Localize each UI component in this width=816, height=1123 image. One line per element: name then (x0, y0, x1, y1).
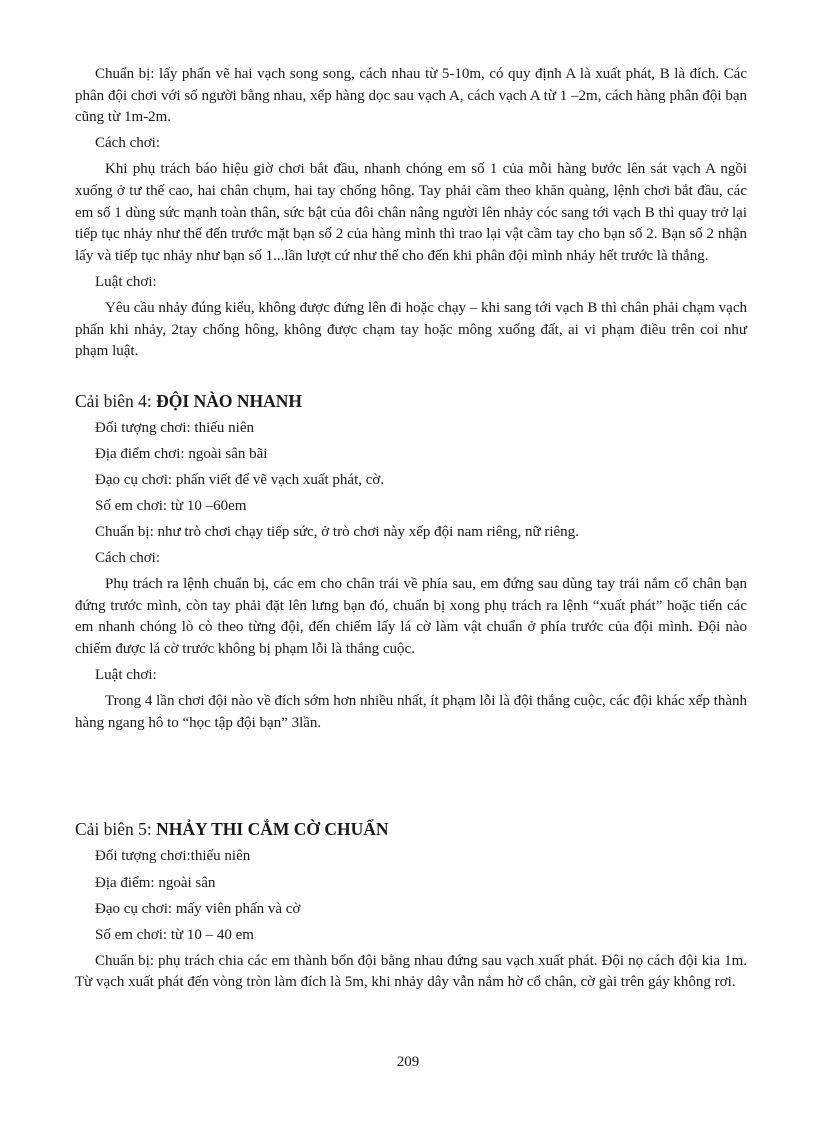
top-cach-choi-paragraph: Khi phụ trách báo hiệu giờ chơi bắt đầu, nhanh chóng em số 1 của mỗi hàng bước lên sát vạch A ngồi xuống ở tư thế cao, hai chân chụm, hai tay chống hông. Tay phải cầm theo khăn quàng, lệnh chơi bắt đầu, các em số 1 dùng sức mạnh toàn thân, sức bật của đôi chân nâng người lên nhảy cóc sang tới vạch B thì quay trở lại tiếp tục nhảy như thế đến trước mặt bạn số 2 của hàng mình thì trao lại vật cầm tay cho bạn số 2. Bạn số 2 nhận lấy và tiếp tục nhảy như bạn số 1...lần lượt cứ như thế cho đến khi phân đội mình nhảy hết trước là thắng. (75, 161, 747, 264)
section-5-doi-tuong: Đối tượng chơi:thiếu niên (95, 848, 251, 865)
section-5-heading-title: NHẢY THI CẮM CỜ CHUẨN (156, 819, 389, 840)
section-5-heading-number: Cải biên 5: (75, 819, 157, 840)
section-4-cach-choi-paragraph: Phụ trách ra lệnh chuẩn bị, các em cho chân trái về phía sau, em đứng sau dùng tay trái nắm cổ chân bạn đứng trước mình, còn tay phải đặt lên lưng bạn đó, chuẩn bị xong phụ trách ra lệnh “xuất phát” hoặc tiến các em nhanh chóng lò cò theo từng đội, đến chiếm lấy lá cờ làm vật chuẩn ở phía trước của đội mình. Đội nào chiếm được lá cờ trước không bị phạm lỗi là thắng cuộc. (75, 576, 747, 658)
section-4-heading (75, 389, 747, 413)
section-5-dao-cu: Đạo cụ chơi: mấy viên phấn và cờ (95, 900, 301, 917)
section-5-heading (75, 817, 747, 841)
top-chuan-bi-paragraph: Chuẩn bị: lấy phấn vẽ hai vạch song song, cách nhau từ 5-10m, có quy định A là xuất phát, B là đích. Các phân đội chơi với số người bằng nhau, xếp hàng dọc sau vạch A, cách vạch A từ 1 –2m, cách hàng phân đội bạn cũng từ 1m-2m. (75, 66, 747, 126)
section-4-heading-number: Cải biên 4: (75, 390, 157, 411)
section-4-heading-title: ĐỘI NÀO NHANH (156, 390, 303, 411)
top-cach-choi-label: Cách chơi: (95, 135, 160, 152)
top-luat-choi-label: Luật chơi: (95, 273, 157, 290)
top-luat-choi-paragraph: Yêu cầu nhảy đúng kiểu, không được đứng lên đi hoặc chạy – khi sang tới vạch B thì chân phải chạm vạch phấn khi nhảy, 2tay chống hông, không được chạm tay hoặc mông xuống đất, ai vi phạm điều trên coi như phạm luật. (75, 299, 747, 360)
document-page (75, 64, 747, 994)
section-4-luat-choi-label: Luật chơi: (95, 667, 157, 684)
section-4-luat-choi-paragraph: Trong 4 lần chơi đội nào về đích sớm hơn nhiều nhất, ít phạm lỗi là đội thắng cuộc, các đội khác xếp thành hàng ngang hô to “học tập đội bạn” 3lần. (75, 693, 747, 731)
section-5-chuan-bi-paragraph: Chuẩn bị: phụ trách chia các em thành bốn đội bằng nhau đứng sau vạch xuất phát. Đội nọ cách đội kia 1m. Từ vạch xuất phát đến vòng tròn làm đích là 5m, khi nhảy dây vẫn nắm hờ cổ chân, cờ gài trên gáy không rơi. (75, 952, 747, 991)
section-5-so-em: Số em chơi: từ 10 – 40 em (95, 926, 254, 943)
section-5-dia-diem: Địa điểm: ngoài sân (95, 874, 216, 891)
section-4-cach-choi-label: Cách chơi: (95, 550, 160, 567)
section-4-chuan-bi: Chuẩn bị: như trò chơi chạy tiếp sức, ở trò chơi này xếp đội nam riêng, nữ riêng. (95, 524, 579, 541)
section-4-dao-cu: Đạo cụ chơi: phấn viết để vẽ vạch xuất phát, cờ. (95, 471, 385, 488)
section-4-doi-tuong: Đối tượng chơi: thiếu niên (95, 419, 254, 436)
section-4-so-em: Số em chơi: từ 10 –60em (95, 498, 247, 514)
section-4-dia-diem: Địa điểm chơi: ngoài sân bãi (95, 445, 268, 462)
page-number: 209 (396, 1054, 420, 1070)
